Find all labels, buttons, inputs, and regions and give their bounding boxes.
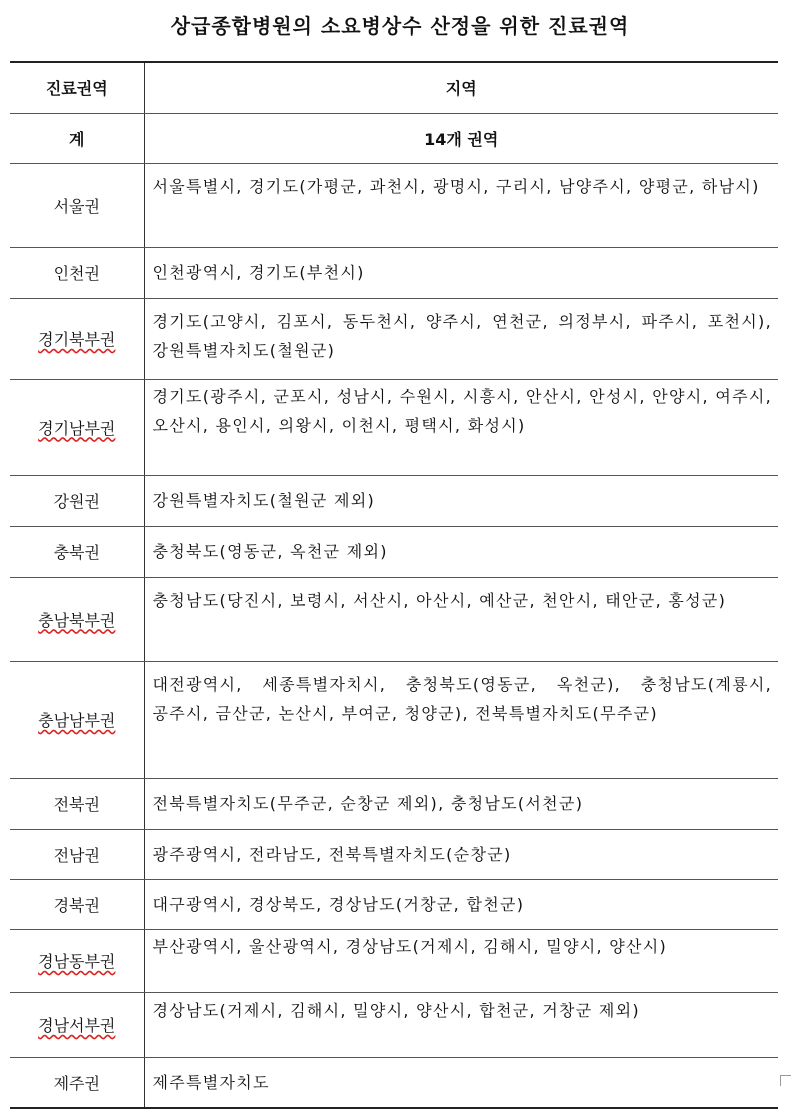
region-name: 경남서부권 bbox=[10, 992, 144, 1057]
table-row bbox=[10, 1057, 778, 1108]
table-row bbox=[10, 379, 778, 475]
region-areas: 부산광역시, 울산광역시, 경상남도(거제시, 김해시, 밀양시, 양산시) bbox=[144, 929, 778, 992]
table-row bbox=[10, 661, 778, 778]
region-areas: 제주특별자치도 bbox=[144, 1057, 778, 1108]
region-name: 충남남부권 bbox=[10, 661, 144, 778]
table-row bbox=[10, 879, 778, 929]
total-label: 계 bbox=[10, 113, 144, 163]
table-row bbox=[10, 577, 778, 661]
region-areas: 대전광역시, 세종특별자치시, 충청북도(영동군, 옥천군), 충청남도(계룡시, 공주시, 금산군, 논산시, 부여군, 청양군), 전북특별자치도(무주군) bbox=[144, 661, 778, 778]
table-row bbox=[10, 778, 778, 829]
regions-table bbox=[10, 61, 778, 1109]
corner-marker bbox=[780, 1075, 791, 1086]
region-areas: 대구광역시, 경상북도, 경상남도(거창군, 합천군) bbox=[144, 879, 778, 929]
region-name: 인천권 bbox=[10, 247, 144, 298]
table-row bbox=[10, 929, 778, 992]
table-row bbox=[10, 247, 778, 298]
region-areas: 광주광역시, 전라남도, 전북특별자치도(순창군) bbox=[144, 829, 778, 879]
region-name: 전북권 bbox=[10, 778, 144, 829]
region-areas: 서울특별시, 경기도(가평군, 과천시, 광명시, 구리시, 남양주시, 양평군, 하남시) bbox=[144, 163, 778, 247]
table-row bbox=[10, 526, 778, 577]
region-name: 경남동부권 bbox=[10, 929, 144, 992]
table-row bbox=[10, 298, 778, 379]
region-areas: 경상남도(거제시, 김해시, 밀양시, 양산시, 합천군, 거창군 제외) bbox=[144, 992, 778, 1057]
region-areas: 경기도(고양시, 김포시, 동두천시, 양주시, 연천군, 의정부시, 파주시, 포천시), 강원특별자치도(철원군) bbox=[144, 298, 778, 379]
region-areas: 충청북도(영동군, 옥천군 제외) bbox=[144, 526, 778, 577]
region-areas: 인천광역시, 경기도(부천시) bbox=[144, 247, 778, 298]
header-area: 지역 bbox=[144, 62, 778, 113]
region-name: 강원권 bbox=[10, 475, 144, 526]
region-areas: 충청남도(당진시, 보령시, 서산시, 아산시, 예산군, 천안시, 태안군, 홍성군) bbox=[144, 577, 778, 661]
table-row bbox=[10, 829, 778, 879]
region-name: 충남북부권 bbox=[10, 577, 144, 661]
region-name: 전남권 bbox=[10, 829, 144, 879]
region-name: 서울권 bbox=[10, 163, 144, 247]
region-areas: 경기도(광주시, 군포시, 성남시, 수원시, 시흥시, 안산시, 안성시, 안양시, 여주시, 오산시, 용인시, 의왕시, 이천시, 평택시, 화성시) bbox=[144, 379, 778, 475]
region-areas: 전북특별자치도(무주군, 순창군 제외), 충청남도(서천군) bbox=[144, 778, 778, 829]
region-name: 충북권 bbox=[10, 526, 144, 577]
total-value: 14개 권역 bbox=[144, 113, 778, 163]
document-title: 상급종합병원의 소요병상수 산정을 위한 진료권역 bbox=[170, 14, 630, 38]
total-row bbox=[10, 113, 778, 163]
region-name: 경기북부권 bbox=[10, 298, 144, 379]
table-row bbox=[10, 992, 778, 1057]
region-areas: 강원특별자치도(철원군 제외) bbox=[144, 475, 778, 526]
region-name: 경북권 bbox=[10, 879, 144, 929]
table-row bbox=[10, 163, 778, 247]
table-row bbox=[10, 475, 778, 526]
table-header-row bbox=[10, 62, 778, 113]
header-region: 진료권역 bbox=[10, 62, 144, 113]
region-name: 경기남부권 bbox=[10, 379, 144, 475]
region-name: 제주권 bbox=[10, 1057, 144, 1108]
